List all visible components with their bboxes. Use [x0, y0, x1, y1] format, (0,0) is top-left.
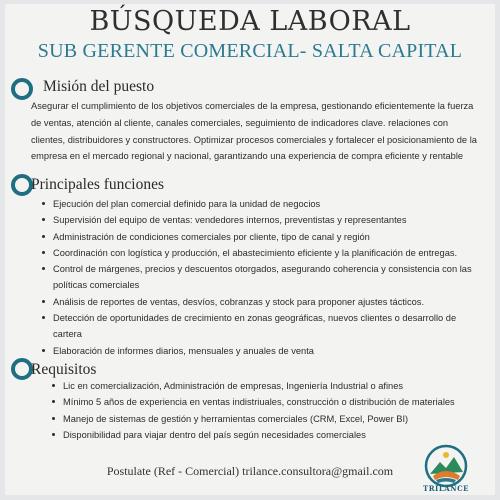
list-item: Detección de oportunidades de crecimiento en zonas geográficas, nuevos clientes o desarrollo de cartera	[40, 310, 480, 343]
page-title: BÚSQUEDA LABORAL	[89, 6, 411, 37]
list-item: Ejecución del plan comercial definido para la unidad de negocios	[40, 196, 480, 212]
funciones-list	[40, 196, 480, 359]
mision-text: Asegurar el cumplimiento de los objetivos comerciales de la empresa, gestionando eficientemente la fuerza de ventas, atención al cliente, canales comerciales, seguimiento de indicadores clave. relaciones con clientes, distribuidores y constructores. Optimizar procesos comerciales y fortalecer el posicionamiento de la empresa en el mercado regional y nacional, garantizando una experiencia de compra eficiente y rentable	[31, 101, 477, 162]
trilance-logo-icon	[424, 444, 468, 488]
list-item: Análisis de reportes de ventas, desvíos, cobranzas y stock para proponer ajustes tácticos.	[40, 294, 480, 310]
section-heading-funciones: Principales funciones	[31, 176, 165, 193]
list-item: Coordinación con logística y producción, el abastecimiento eficiente y la planificación de entregas.	[40, 245, 480, 261]
list-item: Administración de condiciones comerciales por cliente, tipo de canal y región	[40, 229, 480, 245]
section-circle-icon	[11, 358, 33, 380]
list-item: Elaboración de informes diarios, mensuales y anuales de venta	[40, 343, 480, 359]
job-subtitle: SUB GERENTE COMERCIAL- SALTA CAPITAL	[37, 40, 463, 62]
list-item: Lic en comercialización, Administración de empresas, Ingeniería Industrial o afines	[50, 378, 470, 394]
section-heading-mision: Misión del puesto	[43, 78, 155, 95]
list-item: Supervisión del equipo de ventas: vendedores internos, preventistas y representantes	[40, 212, 480, 228]
list-item: Mínimo 5 años de experiencia en ventas indistriuales, construcción o distribución de materiales	[50, 394, 470, 410]
section-circle-icon	[11, 174, 33, 196]
list-item: Disponibilidad para viajar dentro del país según necesidades comerciales	[50, 427, 470, 443]
logo-name: TRILANCE	[423, 484, 469, 493]
requisitos-list	[50, 378, 470, 443]
list-item: Manejo de sistemas de gestión y herramientas comerciales (CRM, Excel, Power BI)	[50, 411, 470, 427]
section-circle-icon	[11, 78, 33, 100]
contact-footer: Postulate (Ref - Comercial) trilance.consultora@gmail.com	[106, 464, 394, 478]
section-heading-requisitos: Requisitos	[31, 361, 97, 378]
list-item: Control de márgenes, precios y descuentos otorgados, asegurando coherencia y consistencia con las políticas comerciales	[40, 261, 480, 294]
